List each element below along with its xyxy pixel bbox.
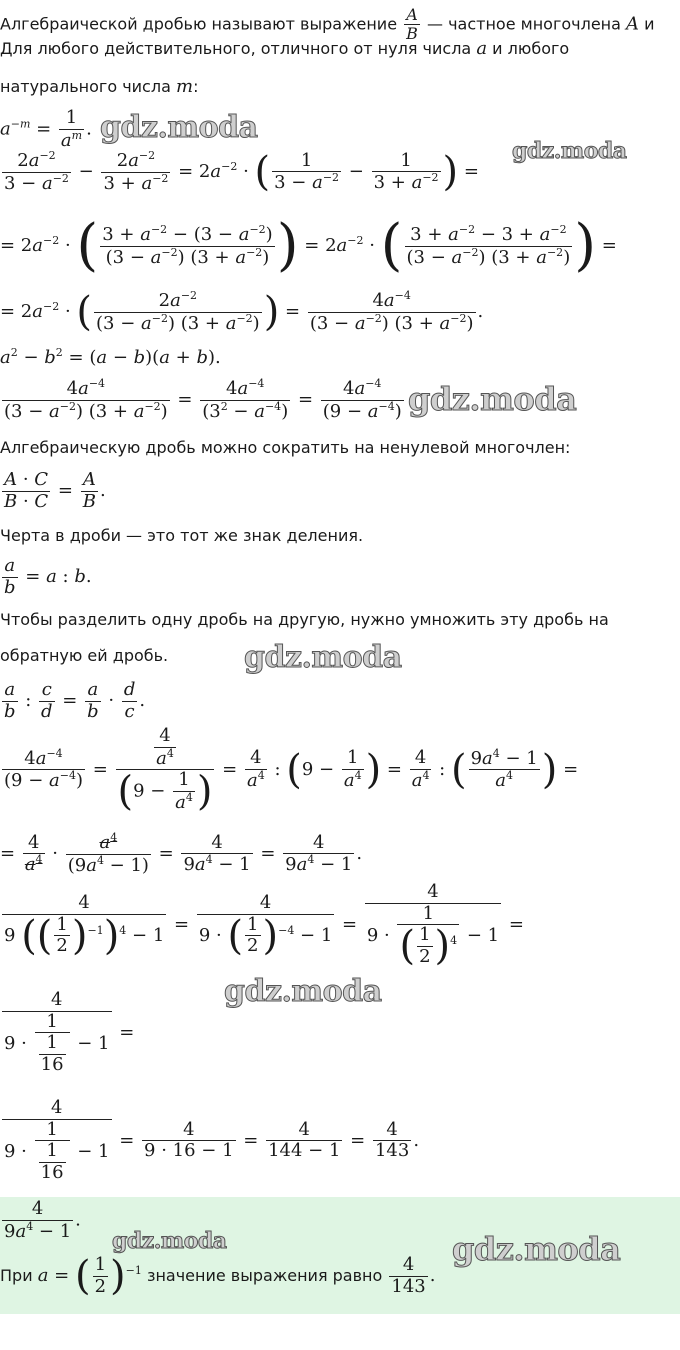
formula-reduce: $\frac{A \cdot C}{B \cdot C}$ = $\frac{A}{B}$ . bbox=[4, 469, 106, 512]
formula-step-8: 4 9 · $\frac{1}{\frac{1}{16}}$ − 1 = bbox=[4, 989, 135, 1076]
text-definition-cont: — частное многочлена bbox=[427, 14, 621, 34]
formula-step-4: $\frac{4a^{-4}}{(3 - a^{-2}) (3 + a^{-2})}$ = $\frac{4a^{-4}}{(3^2 - a^{-4})}$ = $\frac{4a^{-4}}{(9 - a^{-4})}$ bbox=[4, 377, 402, 422]
formula-step-5: $\frac{4a^{-4}}{(9 - a^{-4})}$ = $\frac{4}{a^4}$ (9 − $\frac{1}{a^4}$ ) = $\frac{4}{a^4}$ : (9 − $\frac{1}{a^4}$ ) = $\frac{4}{a^4}$ : ( $\frac{9a^4 - 1}{a^4}$ ) = bbox=[4, 725, 579, 816]
formula-step-1: $\frac{2a^{-2}}{3 - a^{-2}}$ − $\frac{2a^{-2}}{3 + a^{-2}}$ = $2a^{-2}$ · ( $\frac{1}{3 - a^{-2}}$ − $\frac{1}{3 + a^{-2}}$ ) = bbox=[4, 149, 479, 196]
rule-line-1 bbox=[0, 38, 569, 59]
rule-line-2: натурального числа m: bbox=[0, 76, 199, 97]
fraction-a-over-b: $\frac{A}{B}$ bbox=[406, 5, 418, 44]
text-rule: Для любого действительного, отличного от нуля числа bbox=[0, 39, 472, 58]
text-division: Черта в дроби — это тот же знак деления. bbox=[0, 526, 364, 545]
answer-line: При a = ( $\frac{1}{2}$ )$^{-1}$ значение выражения равно $\frac{4}{143}$ . bbox=[0, 1253, 436, 1300]
watermark: gdz.moda bbox=[244, 640, 402, 675]
answer-expression: $\frac{4}{9a^4 - 1}$ . bbox=[4, 1198, 81, 1242]
answer-middle: значение выражения равно bbox=[146, 1266, 383, 1286]
formula-step-9: 4 9 · $\frac{1}{\frac{1}{16}}$ − 1 = $\frac{4}{9 \cdot 16 - 1}$ = $\frac{4}{144 - 1}$ = $\frac{4}{143}$ . bbox=[4, 1097, 420, 1184]
var-A: A bbox=[626, 13, 640, 35]
watermark: gdz.moda bbox=[408, 380, 577, 418]
formula-difference-of-squares: $a^2 - b^2 = (a - b)(a + b)$. bbox=[0, 346, 221, 368]
var-m: m bbox=[175, 76, 194, 97]
text-divide-rule-1: Чтобы разделить одну дробь на другую, нужно умножить эту дробь на bbox=[0, 610, 609, 629]
watermark: gdz.moda bbox=[452, 1230, 621, 1268]
answer-prefix: При bbox=[0, 1266, 33, 1286]
formula-division: $\frac{a}{b}$ = a : b. bbox=[4, 555, 92, 598]
text-and: и bbox=[644, 14, 655, 34]
text-definition: Алгебраической дробью называют выражение bbox=[0, 14, 398, 34]
watermark: gdz.moda bbox=[112, 1228, 227, 1254]
formula-step-7: 4 9 (( $\frac{1}{2}$ )$^{-1}$)$^4$ − 1 = 4 9 · ( $\frac{1}{2}$ )$^{-4}$ − 1 = 4 9 · 1 ( $\frac{1}{2}$ )$^4$ − 1 = bbox=[4, 881, 524, 970]
formula-step-6: = $\frac{4}{a^4}$ · $\frac{a^4}{(9a^4 - 1)}$ = $\frac{4}{9a^4 - 1}$ = $\frac{4}{9a^4 - 1}$ . bbox=[0, 831, 363, 876]
var-a: a bbox=[476, 38, 488, 59]
text-reduce: Алгебраическую дробь можно сократить на ненулевой многочлен: bbox=[0, 438, 571, 457]
formula-step-2: = $2a^{-2}$ · ( $\frac{3 + a^{-2} - (3 - a^{-2})}{(3 - a^{-2}) (3 + a^{-2})}$ ) = $2a^{-2}$ · ( $\frac{3 + a^{-2} - 3 + a^{-2}}{(3 - a^{-2}) (3 + a^{-2})}$ ) = bbox=[0, 213, 617, 278]
text-divide-rule-2: обратную ей дробь. bbox=[0, 646, 169, 665]
text-natural: натурального числа bbox=[0, 77, 171, 96]
watermark: gdz.moda bbox=[100, 110, 258, 145]
watermark: gdz.moda bbox=[512, 138, 627, 164]
formula-negative-exponent: $a^{-m}$ = $\frac{1}{a^m}$ . bbox=[0, 107, 92, 151]
text-rule-cont: и любого bbox=[492, 39, 570, 58]
formula-divide-fractions: $\frac{a}{b}$ : $\frac{c}{d}$ = $\frac{a}{b}$ · $\frac{d}{c}$ . bbox=[4, 679, 146, 722]
watermark: gdz.moda bbox=[224, 974, 382, 1009]
formula-step-3: = $2a^{-2}$ · ( $\frac{2a^{-2}}{(3 - a^{-2}) (3 + a^{-2})}$ ) = $\frac{4a^{-4}}{(3 - a^{-2}) (3 + a^{-2})}$ . bbox=[0, 289, 484, 336]
